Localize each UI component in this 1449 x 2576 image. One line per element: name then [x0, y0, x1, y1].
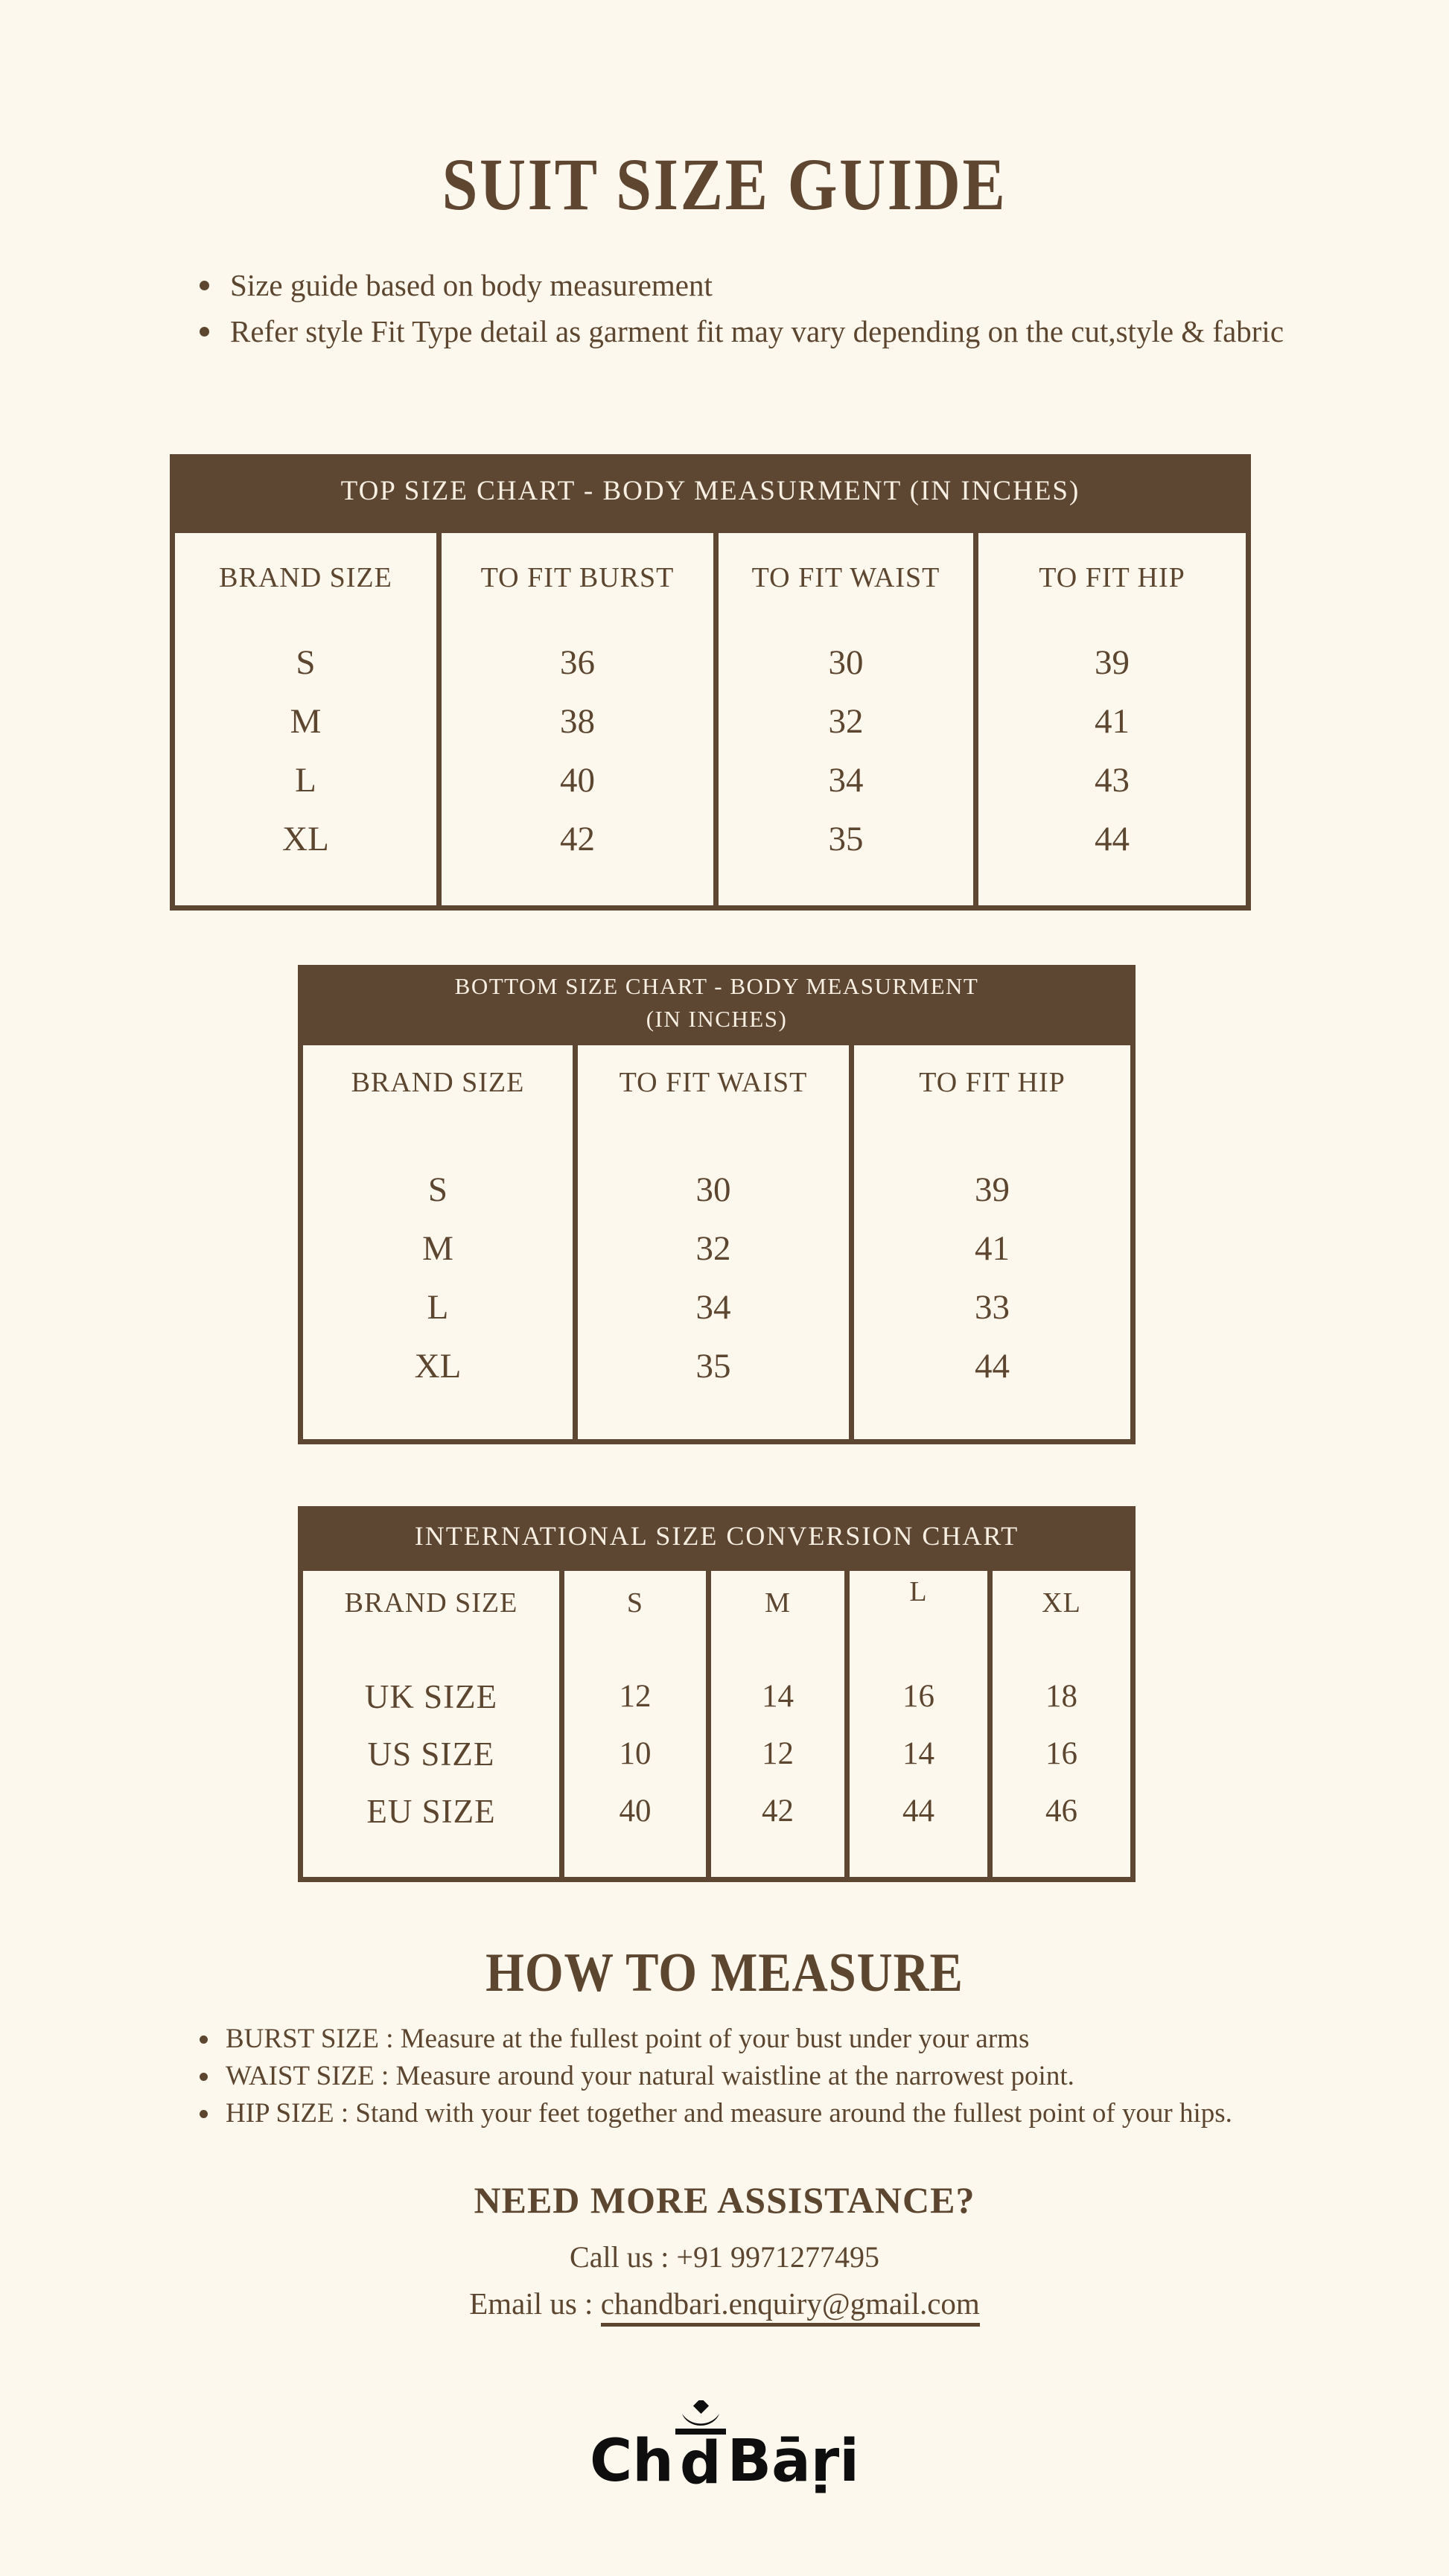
- international-size-chart: [298, 1566, 1136, 1882]
- size-value: 12: [619, 1679, 652, 1714]
- top-chart-column-hip: [973, 533, 1246, 905]
- intro-bullet-list: [200, 262, 1302, 354]
- top-chart-column-waist: [713, 533, 973, 905]
- column-header: TO FIT BURST: [480, 562, 675, 593]
- column-header: TO FIT HIP: [1039, 562, 1185, 593]
- how-to-measure-title: HOW TO MEASURE: [485, 1942, 964, 2003]
- size-value: XL: [282, 819, 329, 858]
- size-value: 33: [975, 1287, 1010, 1327]
- logo-text-part2: d: [679, 2430, 722, 2497]
- bullet-dot-icon: [200, 2073, 208, 2081]
- size-value: 14: [902, 1736, 934, 1771]
- size-value: 36: [560, 643, 595, 682]
- size-value: 43: [1095, 760, 1130, 800]
- size-value: S: [296, 643, 316, 682]
- size-value: 38: [560, 701, 595, 741]
- top-chart-title-band: [170, 454, 1251, 528]
- email-link[interactable]: chandbari.enquiry@gmail.com: [601, 2286, 980, 2327]
- size-value: L: [427, 1287, 449, 1327]
- intl-chart-title-band: [298, 1506, 1136, 1566]
- bullet-dot-icon: [200, 281, 209, 290]
- bottom-chart-column-brand: [303, 1045, 573, 1439]
- top-chart-title: TOP SIZE CHART - BODY MEASURMENT (IN INCHES): [340, 476, 1080, 506]
- row-label: EU SIZE: [366, 1792, 496, 1830]
- size-value: 39: [1095, 643, 1130, 682]
- bullet-dot-icon: [200, 2035, 208, 2044]
- logo-text-part3: Bāṛi: [727, 2428, 859, 2495]
- size-value: 40: [560, 760, 595, 800]
- size-value: 46: [1045, 1794, 1077, 1829]
- assistance-title: NEED MORE ASSISTANCE?: [474, 2179, 975, 2221]
- call-label: Call us :: [570, 2240, 677, 2274]
- size-value: XL: [414, 1346, 462, 1386]
- size-value: 35: [828, 819, 864, 858]
- size-value: 16: [902, 1679, 934, 1714]
- size-value: 32: [695, 1228, 731, 1268]
- size-value: 35: [695, 1346, 731, 1386]
- column-header: XL: [1042, 1587, 1081, 1619]
- column-header: BRAND SIZE: [219, 562, 392, 593]
- bullet-dot-icon: [200, 2110, 208, 2118]
- column-header: L: [909, 1575, 928, 1607]
- size-value: 18: [1045, 1679, 1077, 1714]
- top-chart-column-burst: [436, 533, 713, 905]
- row-label: US SIZE: [367, 1735, 495, 1773]
- column-header: TO FIT WAIST: [619, 1067, 808, 1098]
- column-header: TO FIT HIP: [919, 1067, 1066, 1098]
- intro-bullet-text: Size guide based on body measurement: [230, 268, 713, 302]
- bottom-chart-column-hip: [849, 1045, 1130, 1439]
- size-value: 39: [975, 1170, 1010, 1209]
- bottom-chart-title-band: [298, 965, 1136, 1040]
- brand-logo: [0, 2399, 1449, 2496]
- column-header: S: [626, 1587, 644, 1619]
- size-value: 32: [828, 701, 864, 741]
- measure-bullet-text: WAIST SIZE : Measure around your natural waistline at the narrowest point.: [226, 2061, 1074, 2091]
- column-header: BRAND SIZE: [351, 1067, 525, 1098]
- measure-bullet: [200, 2021, 1361, 2058]
- intl-chart-column-brand: [303, 1571, 559, 1877]
- size-value: L: [295, 760, 316, 800]
- bottom-size-chart: [298, 1040, 1136, 1444]
- intro-bullet: [200, 262, 1302, 308]
- size-value: 30: [695, 1170, 731, 1209]
- bullet-dot-icon: [200, 327, 209, 337]
- measure-bullet: [200, 2095, 1361, 2132]
- top-size-chart: [170, 528, 1251, 911]
- size-value: 10: [619, 1736, 652, 1771]
- email-line: [0, 2286, 1449, 2321]
- column-header: M: [765, 1587, 791, 1619]
- bottom-chart-title-line1: BOTTOM SIZE CHART - BODY MEASURMENT: [454, 972, 979, 999]
- size-value: 42: [560, 819, 595, 858]
- size-value: 14: [762, 1679, 794, 1714]
- size-value: M: [422, 1228, 453, 1268]
- column-header: BRAND SIZE: [344, 1587, 518, 1619]
- size-value: 34: [695, 1287, 731, 1327]
- size-value: 44: [975, 1346, 1010, 1386]
- size-value: 12: [762, 1736, 794, 1771]
- size-value: M: [290, 701, 322, 741]
- phone-number: +91 9971277495: [676, 2240, 879, 2274]
- logo-devanagari-glyph: [675, 2429, 726, 2497]
- column-header: TO FIT WAIST: [751, 562, 940, 593]
- size-value: 30: [828, 643, 864, 682]
- size-value: 41: [975, 1228, 1010, 1268]
- bottom-chart-column-waist: [573, 1045, 849, 1439]
- measure-bullet-text: HIP SIZE : Stand with your feet together and measure around the fullest point of your hips.: [226, 2098, 1232, 2129]
- measure-bullet-list: [200, 2021, 1361, 2132]
- call-line: [0, 2239, 1449, 2274]
- intro-bullet-text: Refer style Fit Type detail as garment fit may vary depending on the cut,style & fabric: [230, 314, 1284, 348]
- intro-bullet: [200, 308, 1302, 354]
- logo-text-part1: Ch: [590, 2428, 674, 2495]
- row-label: UK SIZE: [364, 1677, 498, 1715]
- crescent-diamond-icon: [676, 2400, 725, 2436]
- measure-bullet: [200, 2058, 1361, 2095]
- intl-chart-column-s: [559, 1571, 706, 1877]
- email-label: Email us :: [469, 2286, 601, 2321]
- intl-chart-column-xl: [987, 1571, 1130, 1877]
- measure-bullet-text: BURST SIZE : Measure at the fullest point of your bust under your arms: [226, 2024, 1030, 2054]
- bottom-chart-title-line2: (IN INCHES): [646, 1005, 788, 1032]
- intl-chart-column-m: [706, 1571, 844, 1877]
- intl-chart-title: INTERNATIONAL SIZE CONVERSION CHART: [414, 1521, 1019, 1551]
- page-title: SUIT SIZE GUIDE: [442, 143, 1007, 226]
- size-value: 42: [762, 1794, 794, 1829]
- top-chart-column-brand: [175, 533, 436, 905]
- size-value: S: [427, 1170, 448, 1209]
- size-value: 44: [902, 1794, 934, 1829]
- size-value: 44: [1095, 819, 1130, 858]
- size-value: 40: [619, 1794, 652, 1829]
- size-value: 34: [828, 760, 864, 800]
- size-value: 41: [1095, 701, 1130, 741]
- intl-chart-column-l: [844, 1571, 987, 1877]
- size-value: 16: [1045, 1736, 1077, 1771]
